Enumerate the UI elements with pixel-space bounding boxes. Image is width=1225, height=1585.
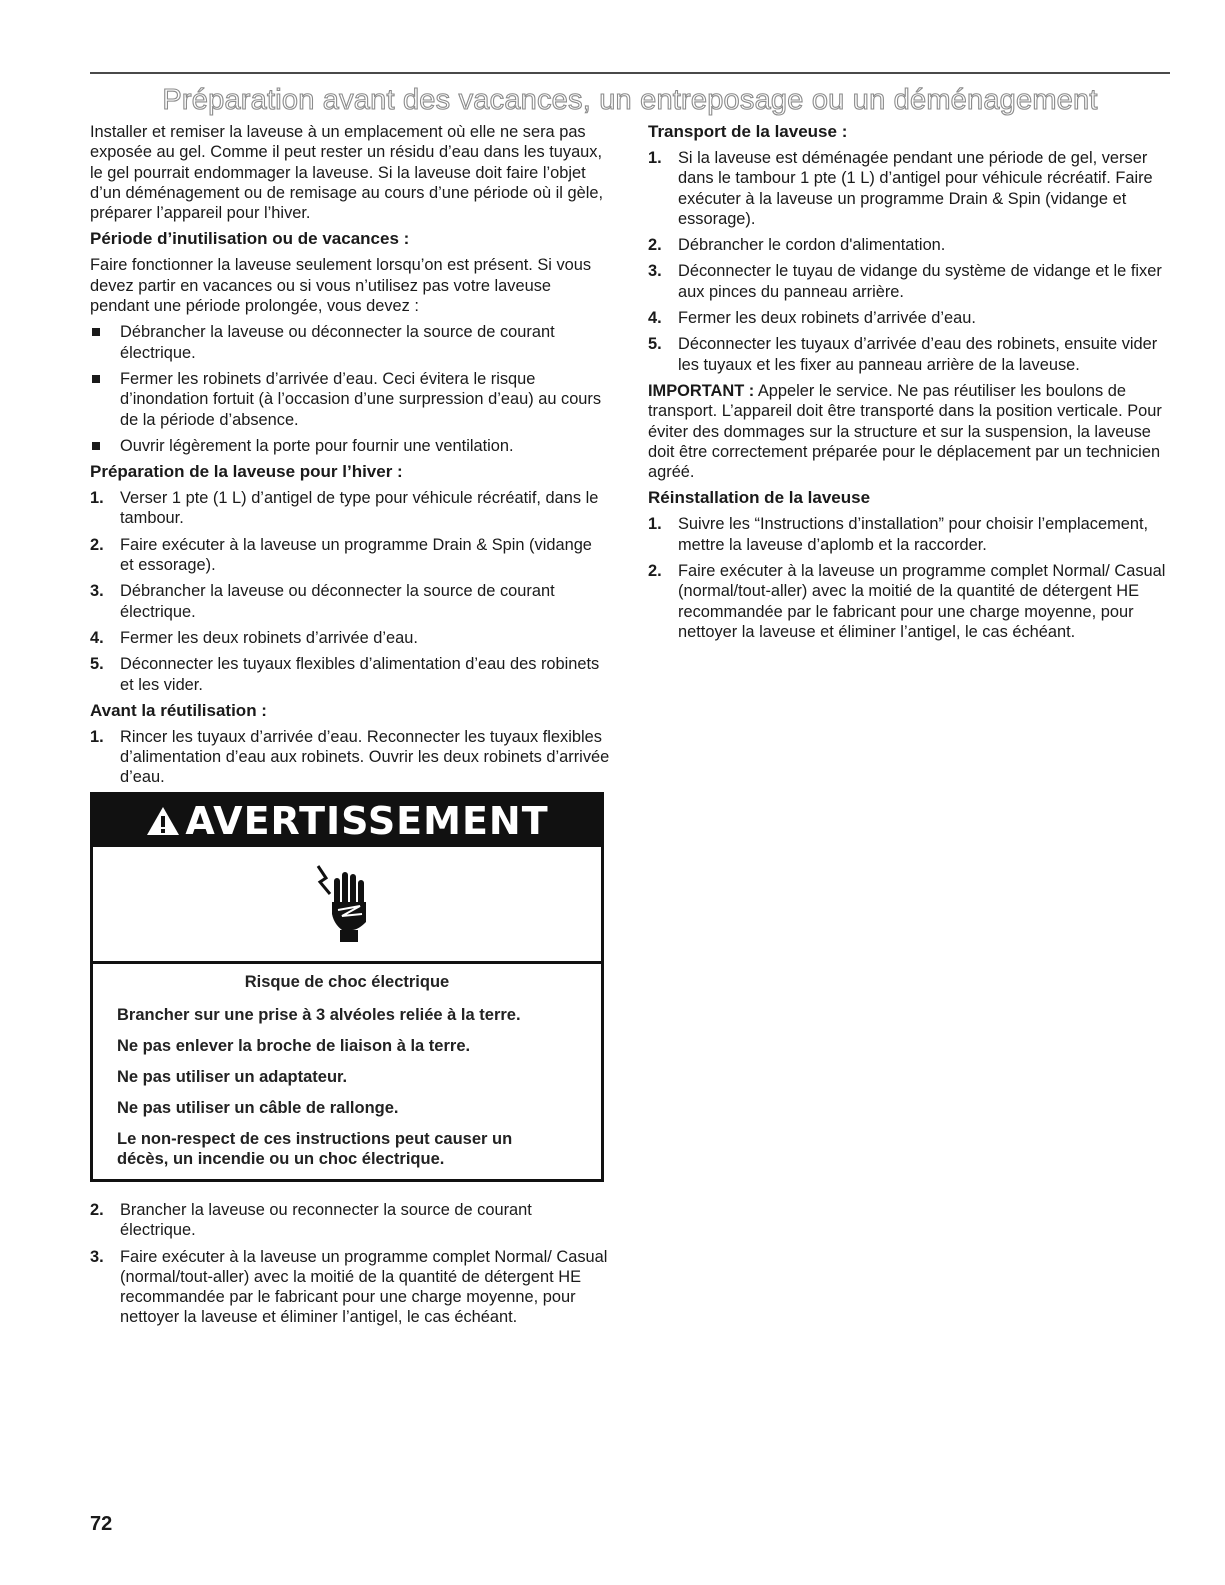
list-item: 1. Suivre les “Instructions d’installation” pour choisir l’emplacement, mettre la laveuse d’aplomb et la raccorder. [648, 515, 1149, 554]
vacation-text: Faire fonctionner la laveuse seulement lorsqu’on est présent. Si vous devez partir en vacances ou si vous n’utilisez pas votre laveuse pendant une période prolongée, vous devez : [90, 256, 592, 316]
reuse-steps-part2 [90, 1200, 610, 1328]
warning-text [93, 964, 601, 1169]
warning-line: Ne pas enlever la broche de liaison à la terre. [117, 1037, 471, 1055]
important-note [648, 381, 1170, 482]
list-item: 2. Faire exécuter à la laveuse un programme complet Normal/ Casual (normal/tout-aller) avec la moitié de la quantité de détergent HE recommandée par le fabricant pour une charge moyenne, pour nettoyer la laveuse et éliminer l’antigel, le cas échéant. [648, 562, 1166, 641]
list-item: 5. Déconnecter les tuyaux d’arrivée d’eau des robinets, ensuite vider les tuyaux et les fixer au panneau arrière de la laveuse. [648, 335, 1158, 374]
list-item: 2. Faire exécuter à la laveuse un programme Drain & Spin (vidange et essorage). [90, 535, 592, 575]
reinstall-steps [648, 514, 1170, 642]
left-column [90, 122, 610, 794]
list-item: 1. Verser 1 pte (1 L) d’antigel de type pour véhicule récréatif, dans le tambour. [90, 489, 599, 528]
list-item: Ouvrir légèrement la porte pour fournir une ventilation. [90, 436, 610, 456]
warning-triangle-icon [145, 805, 181, 837]
winter-steps [90, 488, 610, 695]
list-item: 2. Brancher la laveuse ou reconnecter la source de courant électrique. [90, 1201, 532, 1240]
reinstall-heading: Réinstallation de la laveuse [648, 488, 871, 508]
warning-line: Le non-respect de ces instructions peut causer un décès, un incendie ou un choc électrique. [117, 1130, 513, 1168]
left-column-continued [90, 1200, 610, 1334]
warning-risk: Risque de choc électrique [244, 973, 450, 991]
list-item: 3. Faire exécuter à la laveuse un programme complet Normal/ Casual (normal/tout-aller) avec la moitié de la quantité de détergent HE recommandée par le fabricant pour une charge moyenne, pour nettoyer la laveuse et éliminer l’antigel, le cas échéant. [90, 1247, 608, 1327]
important-text: Appeler le service. Ne pas réutiliser les boulons de transport. L’appareil doit être transporté dans la position verticale. Pour éviter des dommages sur la structure et sur la suspension, la laveuse doit être correctement préparée pour le déplacement par un technicien agréé. [648, 381, 1162, 482]
transport-heading: Transport de la laveuse : [648, 122, 848, 141]
winter-heading: Préparation de la laveuse pour l’hiver : [90, 462, 403, 482]
vacation-bullets [90, 322, 610, 456]
top-rule [90, 72, 1170, 74]
warning-line: Ne pas utiliser un câble de rallonge. [117, 1099, 399, 1117]
warning-header [93, 795, 601, 847]
bullet-square-icon [92, 328, 100, 336]
reuse-heading: Avant la réutilisation : [90, 700, 267, 720]
list-item: Fermer les robinets d’arrivée d’eau. Ceci évitera le risque d’inondation fortuit (à l’occasion d’une surpression d’eau) au cours de la période d’absence. [90, 369, 610, 430]
warning-line: Ne pas utiliser un adaptateur. [117, 1068, 348, 1086]
page-title: Préparation avant des vacances, un entreposage ou un déménagement [162, 84, 1098, 116]
electric-shock-hand-icon [312, 864, 382, 944]
page-number: 72 [90, 1513, 113, 1535]
warning-title: AVERTISSEMENT [185, 799, 549, 843]
list-item: 3. Déconnecter le tuyau de vidange du système de vidange et le fixer aux pinces du panneau arrière. [648, 262, 1162, 301]
transport-steps [648, 148, 1170, 375]
list-item: 1. Rincer les tuyaux d’arrivée d’eau. Reconnecter les tuyaux flexibles d’alimentation d’eau aux robinets. Ouvrir les deux robinets d’arrivée d’eau. [90, 727, 610, 787]
right-column [648, 122, 1170, 648]
list-item: 5. Déconnecter les tuyaux flexibles d’alimentation d’eau des robinets et les vider. [90, 655, 600, 694]
list-item: 4. Fermer les deux robinets d’arrivée d’eau. [648, 309, 976, 328]
list-item: 4. Fermer les deux robinets d’arrivée d’eau. [90, 628, 418, 647]
bullet-square-icon [92, 442, 100, 450]
list-item: Débrancher la laveuse ou déconnecter la source de courant électrique. [90, 322, 610, 363]
list-item: 1. Si la laveuse est déménagée pendant une période de gel, verser dans le tambour 1 pte (1 L) d’antigel pour véhicule récréatif. Faire exécuter à la laveuse un programme Drain & Spin (vidange et essorage). [648, 149, 1153, 228]
bullet-square-icon [92, 375, 100, 383]
reuse-steps-part1 [90, 727, 610, 788]
important-label: IMPORTANT : [648, 381, 755, 400]
warning-line: Brancher sur une prise à 3 alvéoles reliée à la terre. [117, 1006, 521, 1024]
vacation-heading: Période d’inutilisation ou de vacances : [90, 229, 410, 249]
warning-icon-area [93, 847, 601, 964]
list-item: 2. Débrancher le cordon d'alimentation. [648, 236, 946, 255]
warning-box [90, 792, 604, 1182]
intro-paragraph: Installer et remiser la laveuse à un emplacement où elle ne sera pas exposée au gel. Comme il peut rester un résidu d’eau dans les tuyaux, le gel pourrait endommager la laveuse. Si la laveuse doit faire l’objet d’un déménagement ou de remisage au cours d’une période où il gèle, préparer l’appareil pour l’hiver. [90, 123, 604, 223]
list-item: 3. Débrancher la laveuse ou déconnecter la source de courant électrique. [90, 582, 555, 621]
